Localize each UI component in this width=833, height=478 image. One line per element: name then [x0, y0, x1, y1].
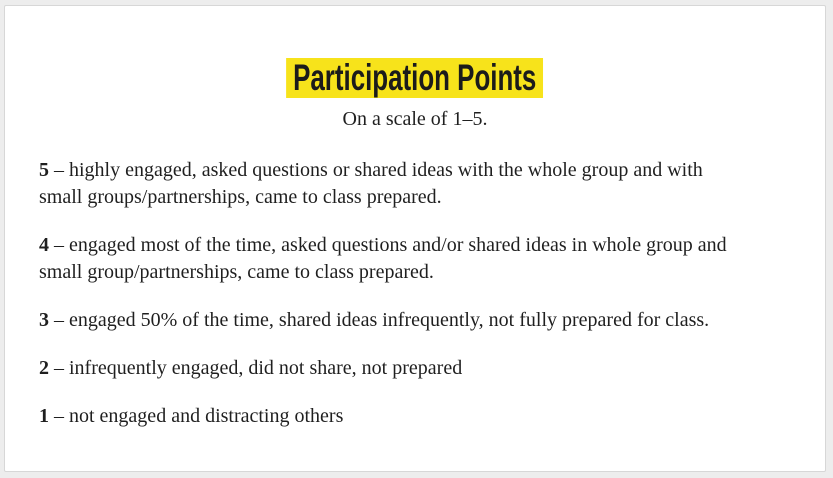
- rubric-text: engaged most of the time, asked questions and/or shared ideas in whole group and small group/partnerships, came to class prepared.: [39, 234, 727, 283]
- document-page: [4, 5, 826, 472]
- title-container: [5, 58, 825, 98]
- rubric-item-3: [39, 307, 749, 334]
- rubric-score: 2: [39, 357, 49, 379]
- rubric-separator: –: [49, 159, 69, 181]
- rubric-separator: –: [49, 405, 69, 427]
- rubric-list: [39, 157, 749, 430]
- rubric-score: 4: [39, 234, 49, 256]
- rubric-text: engaged 50% of the time, shared ideas infrequently, not fully prepared for class.: [69, 309, 710, 331]
- rubric-separator: –: [49, 234, 69, 256]
- rubric-separator: –: [49, 309, 69, 331]
- rubric-item-5: [39, 157, 749, 211]
- page-title: Participation Points: [286, 58, 543, 98]
- rubric-text: infrequently engaged, did not share, not prepared: [69, 357, 463, 379]
- rubric-text: highly engaged, asked questions or shared ideas with the whole group and with small groups/partnerships, came to class prepared.: [39, 159, 703, 208]
- rubric-text: not engaged and distracting others: [69, 405, 344, 427]
- rubric-item-4: [39, 232, 749, 286]
- rubric-score: 5: [39, 159, 49, 181]
- rubric-item-1: [39, 403, 749, 430]
- rubric-item-2: [39, 355, 749, 382]
- page-subtitle: On a scale of 1–5.: [342, 108, 488, 130]
- rubric-score: 1: [39, 405, 49, 427]
- rubric-score: 3: [39, 309, 49, 331]
- rubric-separator: –: [49, 357, 69, 379]
